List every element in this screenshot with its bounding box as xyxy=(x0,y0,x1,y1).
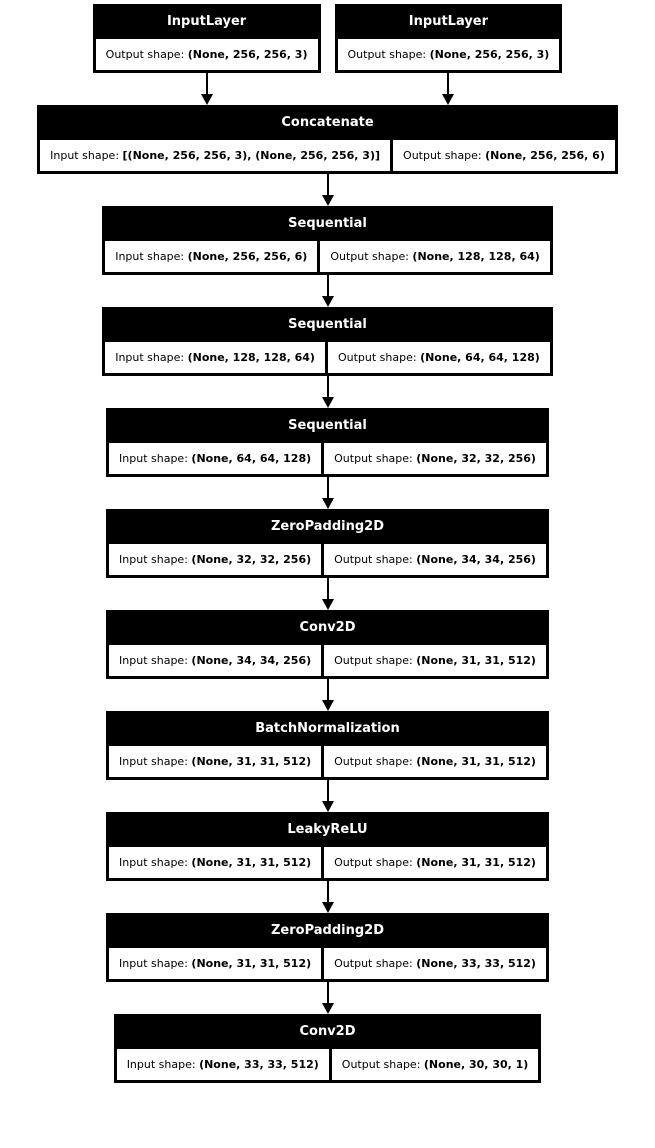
node-batch-normalization xyxy=(106,711,549,780)
arrow-head-icon xyxy=(322,902,334,913)
output-shape-value: (None, 256, 256, 3) xyxy=(429,48,550,61)
node-body xyxy=(117,1049,539,1080)
node-body xyxy=(109,443,546,474)
input-shape-value: (None, 31, 31, 512) xyxy=(191,856,312,869)
output-shape-label: Output shape: xyxy=(337,351,421,364)
input-shape-value: (None, 34, 34, 256) xyxy=(191,654,312,667)
output-shape-label: Output shape: xyxy=(334,452,417,465)
node-concatenate xyxy=(37,105,618,174)
node-zero-padding2d-1 xyxy=(106,509,549,578)
output-shape-cell xyxy=(324,746,546,777)
layer-title: InputLayer xyxy=(166,14,247,29)
layer-title: Conv2D xyxy=(299,620,356,635)
layer-title: Sequential xyxy=(288,418,367,433)
node-sequential-3 xyxy=(106,408,549,477)
output-shape-cell xyxy=(324,544,546,575)
layer-title: InputLayer xyxy=(408,14,489,29)
output-shape-label: Output shape: xyxy=(334,553,417,566)
input-shape-cell xyxy=(109,847,321,878)
arrow-line xyxy=(206,73,208,94)
input-shape-value: (None, 31, 31, 512) xyxy=(191,957,312,970)
edge-arrow-input1-concat xyxy=(201,73,213,105)
edge-arrow xyxy=(322,578,334,610)
output-shape-label: Output shape: xyxy=(341,1058,424,1071)
input-shape-label: Input shape: xyxy=(115,250,188,263)
node-body xyxy=(105,241,550,272)
output-shape-value: (None, 34, 34, 256) xyxy=(416,553,536,566)
arrow-head-icon xyxy=(322,801,334,812)
output-shape-cell xyxy=(324,645,546,676)
input-shape-cell xyxy=(117,1049,329,1080)
input-shape-label: Input shape: xyxy=(119,452,192,465)
input-shape-value: (None, 128, 128, 64) xyxy=(187,351,315,364)
input-shape-label: Input shape: xyxy=(119,553,192,566)
input-layers-row xyxy=(93,4,563,105)
arrow-line xyxy=(327,780,329,801)
node-body xyxy=(338,39,560,70)
node-body xyxy=(109,847,546,878)
layer-title: Concatenate xyxy=(281,115,374,130)
output-shape-cell xyxy=(338,39,560,70)
arrow-head-icon xyxy=(322,296,334,307)
layer-title: Sequential xyxy=(288,216,367,231)
arrow-head-icon xyxy=(322,498,334,509)
output-shape-cell xyxy=(320,241,549,272)
input-shape-label: Input shape: xyxy=(50,149,123,162)
input-shape-cell xyxy=(40,140,390,171)
output-shape-label: Output shape: xyxy=(347,48,430,61)
layer-title: Sequential xyxy=(288,317,367,332)
output-shape-value: (None, 31, 31, 512) xyxy=(416,856,536,869)
arrow-head-icon xyxy=(201,94,213,105)
edge-arrow xyxy=(322,881,334,913)
output-shape-cell xyxy=(393,140,615,171)
input-shape-cell xyxy=(109,746,321,777)
input-shape-label: Input shape: xyxy=(126,1058,200,1071)
output-shape-cell xyxy=(324,948,546,979)
input-branch-1 xyxy=(93,4,321,105)
output-shape-value: (None, 33, 33, 512) xyxy=(416,957,536,970)
node-leaky-relu xyxy=(106,812,549,881)
input-shape-label: Input shape: xyxy=(119,856,192,869)
input-shape-cell xyxy=(105,342,325,373)
output-shape-value: (None, 31, 31, 512) xyxy=(416,654,536,667)
output-shape-cell xyxy=(324,847,546,878)
node-body xyxy=(109,948,546,979)
output-shape-value: (None, 256, 256, 6) xyxy=(485,149,605,162)
output-shape-label: Output shape: xyxy=(334,654,417,667)
layer-title: LeakyReLU xyxy=(287,822,368,837)
edge-arrow xyxy=(322,376,334,408)
node-body xyxy=(109,746,546,777)
input-shape-cell xyxy=(109,948,321,979)
edge-arrow xyxy=(322,679,334,711)
node-input-layer-1 xyxy=(93,4,321,73)
input-shape-label: Input shape: xyxy=(119,755,192,768)
input-branch-2 xyxy=(335,4,563,105)
node-sequential-2 xyxy=(102,307,553,376)
output-shape-value: (None, 32, 32, 256) xyxy=(416,452,536,465)
node-zero-padding2d-2 xyxy=(106,913,549,982)
arrow-line xyxy=(327,275,329,296)
arrow-line xyxy=(327,376,329,397)
edge-arrow xyxy=(322,982,334,1014)
arrow-line xyxy=(327,881,329,902)
layer-title: ZeroPadding2D xyxy=(270,923,384,938)
layer-title: ZeroPadding2D xyxy=(270,519,384,534)
arrow-head-icon xyxy=(322,700,334,711)
input-shape-value: (None, 64, 64, 128) xyxy=(191,452,312,465)
output-shape-label: Output shape: xyxy=(334,957,417,970)
arrow-head-icon xyxy=(322,1003,334,1014)
output-shape-cell xyxy=(332,1049,539,1080)
output-shape-value: (None, 31, 31, 512) xyxy=(416,755,536,768)
input-shape-cell xyxy=(109,443,321,474)
input-shape-value: (None, 32, 32, 256) xyxy=(191,553,312,566)
arrow-line xyxy=(447,73,449,94)
layer-title: BatchNormalization xyxy=(255,721,400,736)
input-shape-cell xyxy=(105,241,317,272)
arrow-line xyxy=(327,679,329,700)
output-shape-label: Output shape: xyxy=(105,48,188,61)
output-shape-label: Output shape: xyxy=(334,856,417,869)
input-shape-label: Input shape: xyxy=(115,351,188,364)
arrow-head-icon xyxy=(442,94,454,105)
output-shape-label: Output shape: xyxy=(330,250,413,263)
arrow-line xyxy=(327,477,329,498)
edge-arrow xyxy=(322,780,334,812)
node-body xyxy=(40,140,615,171)
node-body xyxy=(96,39,318,70)
output-shape-cell xyxy=(96,39,318,70)
input-shape-cell xyxy=(109,544,321,575)
output-shape-cell xyxy=(324,443,546,474)
node-conv2d-1 xyxy=(106,610,549,679)
arrow-line xyxy=(327,174,329,195)
node-input-layer-2 xyxy=(335,4,563,73)
input-shape-value: [(None, 256, 256, 3), (None, 256, 256, 3)] xyxy=(122,149,381,162)
input-shape-value: (None, 33, 33, 512) xyxy=(199,1058,319,1071)
output-shape-value: (None, 64, 64, 128) xyxy=(420,351,540,364)
edge-arrow xyxy=(322,275,334,307)
output-shape-value: (None, 256, 256, 3) xyxy=(187,48,308,61)
output-shape-label: Output shape: xyxy=(334,755,417,768)
input-shape-label: Input shape: xyxy=(119,654,192,667)
layer-title: Conv2D xyxy=(299,1024,356,1039)
output-shape-cell xyxy=(328,342,550,373)
input-shape-value: (None, 256, 256, 6) xyxy=(187,250,308,263)
node-body xyxy=(105,342,550,373)
node-conv2d-2 xyxy=(114,1014,542,1083)
input-shape-value: (None, 31, 31, 512) xyxy=(191,755,312,768)
node-sequential-1 xyxy=(102,206,553,275)
edge-arrow xyxy=(322,477,334,509)
arrow-line xyxy=(327,578,329,599)
input-shape-cell xyxy=(109,645,321,676)
output-shape-value: (None, 128, 128, 64) xyxy=(412,250,540,263)
arrow-head-icon xyxy=(322,397,334,408)
node-body xyxy=(109,544,546,575)
output-shape-value: (None, 30, 30, 1) xyxy=(423,1058,529,1071)
arrow-head-icon xyxy=(322,599,334,610)
input-shape-label: Input shape: xyxy=(119,957,192,970)
edge-arrow-input2-concat xyxy=(442,73,454,105)
arrow-head-icon xyxy=(322,195,334,206)
node-body xyxy=(109,645,546,676)
output-shape-label: Output shape: xyxy=(403,149,486,162)
edge-arrow xyxy=(322,174,334,206)
arrow-line xyxy=(327,982,329,1003)
